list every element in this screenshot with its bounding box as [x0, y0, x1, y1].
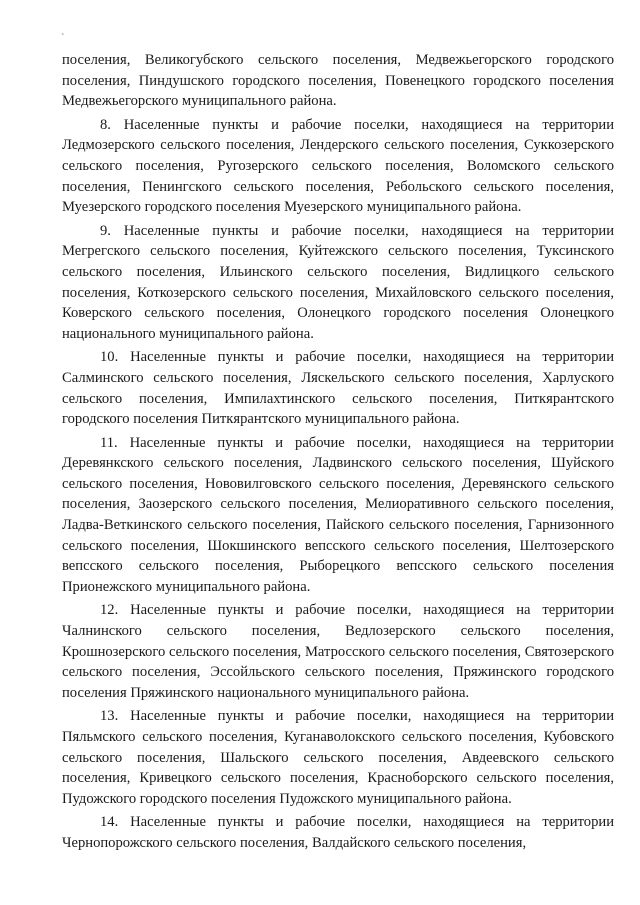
paragraph-item-12: 12. Населенные пункты и рабочие поселки, находящиеся на территории Чалнинского сельского поселения, Ведлозерского сельского поселения, Крошнозерского сельского поселения, Матросского сельского поселения, Святозерского сельского поселения, Эссойльского сельского поселения, Пряжинского городского поселения Пряжинского национального муниципального района.: [62, 602, 614, 701]
paragraph-continuation: поселения, Великогубского сельского поселения, Медвежьегорского городского поселения, Пиндушского городского поселения, Повенецкого городского поселения Медвежьегорского муниципального района.: [62, 52, 614, 110]
paragraph-item-8: 8. Населенные пункты и рабочие поселки, находящиеся на территории Ледмозерского сельского поселения, Лендерского сельского поселения, Суккозерского сельского поселения, Ругозерского сельского поселения, Воломского сельского поселения, Пенингского сельского поселения, Ребольского сельского поселения, Муезерского городского поселения Муезерского муниципального района.: [62, 116, 614, 216]
scan-mark: `: [61, 33, 65, 44]
paragraph-item-10: 10. Населенные пункты и рабочие поселки, находящиеся на территории Салминского сельского поселения, Ляскельского сельского поселения, Харлуского сельского поселения, Импилахтинского сельского поселения, Питкярантского городского поселения Питкярантского муниципального района.: [62, 349, 614, 428]
paragraph-item-13: 13. Населенные пункты и рабочие поселки, находящиеся на территории Пяльмского сельского поселения, Куганаволокского сельского поселения, Кубовского сельского поселения, Шальского сельского поселения, Авдеевского сельского поселения, Кривецкого сельского поселения, Красноборского сельского поселения, Пудожского городского поселения Пудожского муниципального района.: [62, 708, 614, 807]
paragraph-item-9: 9. Населенные пункты и рабочие поселки, находящиеся на территории Мегрегского сельского поселения, Куйтежского сельского поселения, Туксинского сельского поселения, Ильинского сельского поселения, Видлицкого сельского поселения, Коткозерского сельского поселения, Михайловского сельского поселения, Коверского сельского поселения, Олонецкого городского поселения Олонецкого национального муниципального района.: [62, 222, 614, 342]
paragraph-item-11: 11. Населенные пункты и рабочие поселки, находящиеся на территории Деревянкского сельского поселения, Ладвинского сельского поселения, Шуйского сельского поселения, Нововилговского сельского поселения, Деревянского сельского поселения, Заозерского сельского поселения, Мелиоративного сельского поселения, Ладва-Веткинского сельского поселения, Пайского сельского поселения, Гарнизонного сельского поселения, Шокшинского вепсского сельского поселения, Шелтозерского вепсского сельского поселения, Рыборецкого вепсского сельского поселения Прионежского муниципального района.: [62, 434, 614, 595]
paragraph-item-14: 14. Населенные пункты и рабочие поселки, находящиеся на территории Чернопорожского сельского поселения, Валдайского сельского поселения,: [62, 814, 614, 851]
document-body: [62, 50, 614, 854]
